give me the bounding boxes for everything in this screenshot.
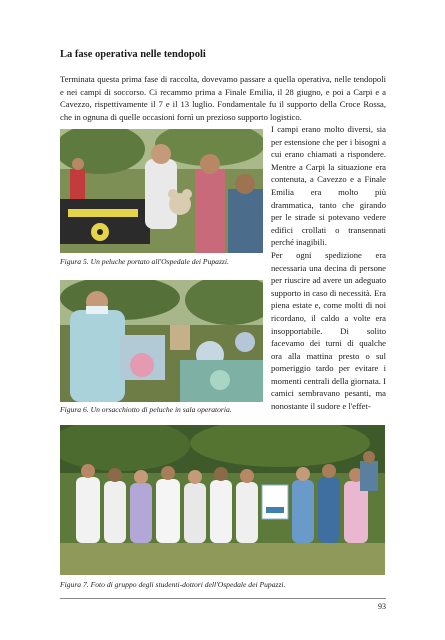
- section-heading: La fase operativa nelle tendopoli: [60, 49, 206, 60]
- right-column-paragraph-2: Per ogni spedizione era necessaria una decina di persone per riuscire ad avere un adeguato supporto in caso di necessità. Era piena estate e, come molti di noi ricordano, il caldo a volte era insopportabile. Di solito facevamo dei turni di qualche ora alla mattina presto o sul pomeriggio tardo per evitare i momenti centrali della giornata. I camici sembravano pesanti, ma nonostante il sudore e l'effet-: [271, 249, 386, 412]
- intro-paragraph: Terminata questa prima fase di raccolta, dovevamo passare a quella operativa, nelle tendopoli e nei campi di soccorso. Ci recammo prima a Finale Emilia, il 28 giugno, e poi a Carpi e a Cavezzo, rispettivamente il 7 e il 13 luglio. Fondamentale fu il supporto della Croce Rossa, che in ognuna di quelle occasioni fornì un prezioso supporto logistico.: [60, 74, 386, 122]
- figure-5-caption: Figura 5. Un peluche portato all'Ospedale dei Pupazzi.: [60, 257, 229, 266]
- figure-6-caption: Figura 6. Un orsacchiotto di peluche in sala operatoria.: [60, 405, 232, 414]
- figure-5-photo: [60, 129, 263, 253]
- figure-6-photo: [60, 280, 263, 402]
- right-column-paragraph-1: I campi erano molto diversi, sia per estensione che per i bisogni a cui erano chiamati a rispondere. Mentre a Carpi la situazione era contenuta, a Cavezzo e a Finale Emilia era molto più drammatica, tanto che girando per le strade si potevano vedere edifici crollati o transennati perché inagibili.: [271, 124, 386, 248]
- footer-rule: [60, 598, 386, 599]
- figure-7-caption: Figura 7. Foto di gruppo degli studenti-dottori dell'Ospedale dei Pupazzi.: [60, 580, 286, 589]
- page-number: 93: [378, 602, 386, 611]
- right-column-text: [271, 123, 386, 413]
- figure-7-photo: [60, 425, 385, 575]
